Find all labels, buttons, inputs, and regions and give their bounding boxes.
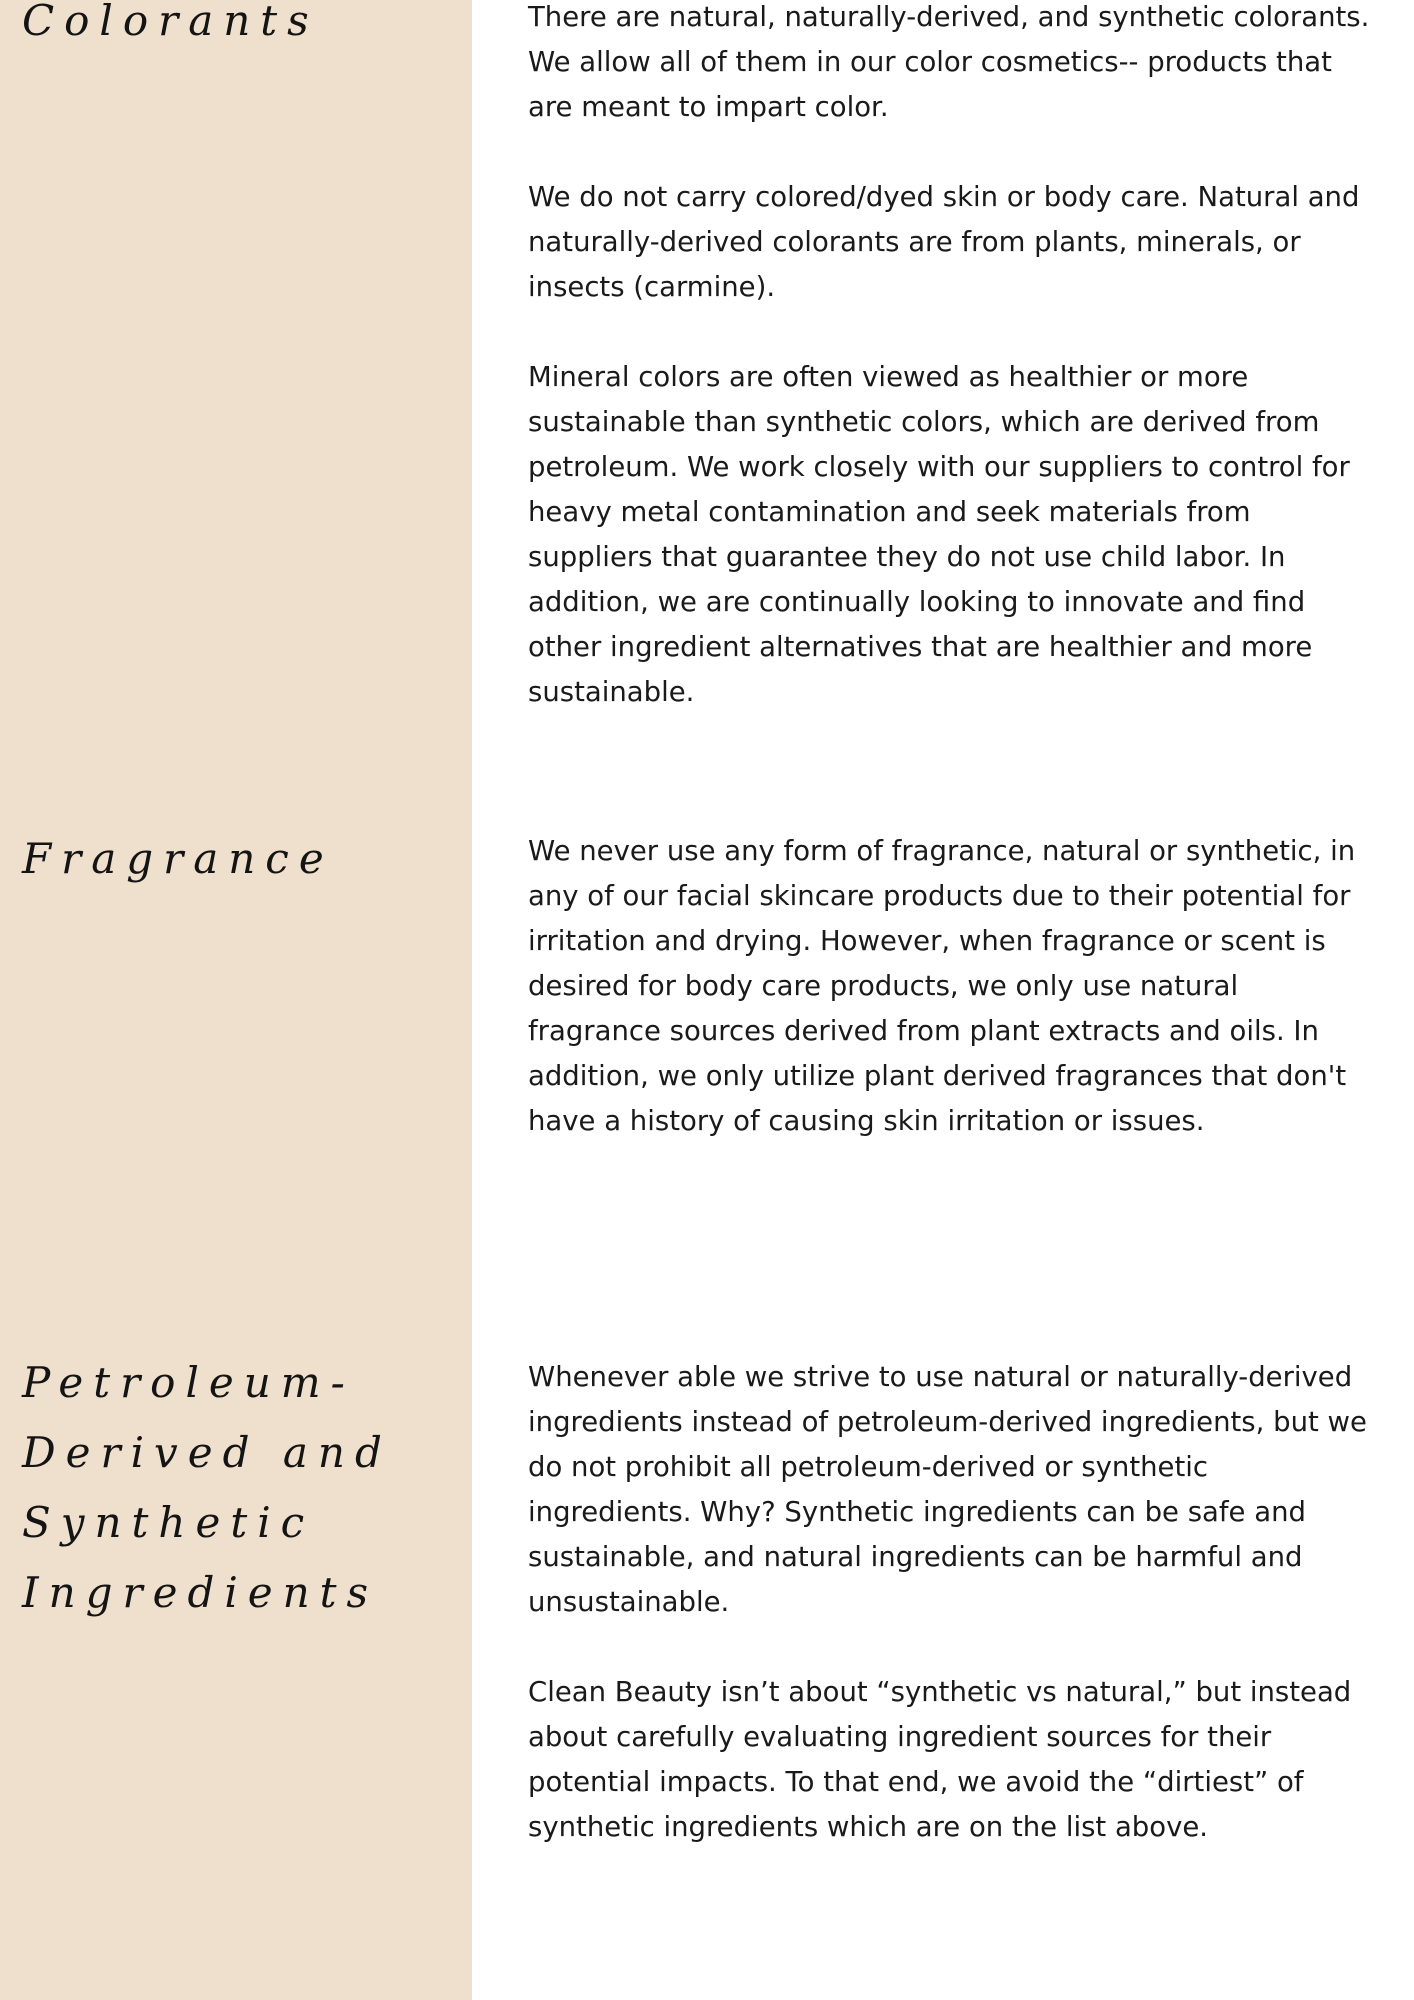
section-body-petroleum-synthetic [528,1355,1378,1850]
paragraph: Mineral colors are often viewed as healthier or more sustainable than synthetic colors, which are derived from petroleum. We work closely with our suppliers to control for heavy metal contamination and seek materials from suppliers that guarantee they do not use child labor. In addition, we are continually looking to innovate and find other ingredient alternatives that are healthier and more sustainable. [528,361,1350,708]
paragraph: Clean Beauty isn’t about “synthetic vs natural,” but instead about carefully evaluating ingredient sources for their potential impacts. To that end, we avoid the “dirtiest” of synthetic ingredients which are on the list above. [528,1676,1352,1843]
sidebar-panel [0,0,472,2000]
paragraph: Whenever able we strive to use natural or naturally-derived ingredients instead of petroleum-derived ingredients, but we do not prohibit all petroleum-derived or synthetic ingredients. Why? Synthetic ingredients can be safe and sustainable, and natural ingredients can be harmful and unsustainable. [528,1361,1367,1618]
section-title-colorants: Colorants [22,0,319,45]
section-title-fragrance: Fragrance [22,834,334,883]
section-body-colorants [528,0,1378,715]
paragraph: We never use any form of fragrance, natural or synthetic, in any of our facial skincare products due to their potential for irritation and drying. However, when fragrance or scent is desired for body care products, we only use natural fragrance sources derived from plant extracts and oils. In addition, we only utilize plant derived fragrances that don't have a history of causing skin irritation or issues. [528,835,1356,1137]
section-title-petroleum-synthetic: Petroleum- Derived and Synthetic Ingredients [22,1358,392,1617]
paragraph: We do not carry colored/dyed skin or body care. Natural and naturally-derived colorants are from plants, minerals, or insects (carmine). [528,181,1360,303]
paragraph: There are natural, naturally-derived, and synthetic colorants. We allow all of them in our color cosmetics-- products that are meant to impart color. [528,1,1370,123]
section-body-fragrance [528,829,1378,1144]
